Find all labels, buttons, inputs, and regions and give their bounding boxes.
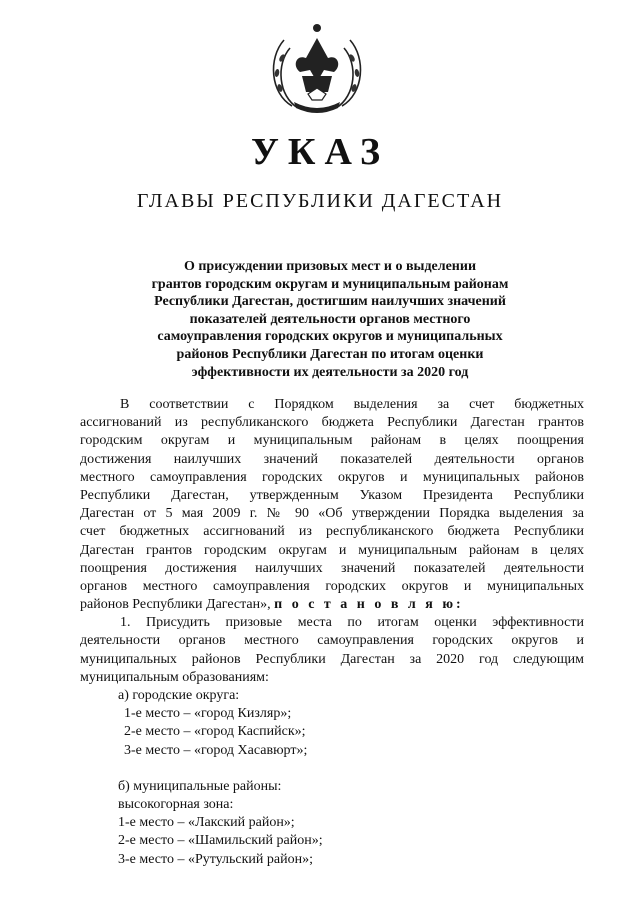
preamble-line: достижения наилучших значений показателей деятельности органов [80,451,584,467]
heading-line: самоуправления городских округов и муниципальных [157,329,503,345]
heading-line: грантов городским округам и муниципальным районам [151,276,509,292]
heading-line: О присуждении призовых мест и о выделении [183,259,477,274]
coat-of-arms-icon [262,18,372,128]
heading-line: эффективности их деятельности за 2020 год [191,364,469,380]
preamble-line: местного самоуправления городских округов и муниципальных районов [80,469,584,485]
urban-place: 3-е место – «город Хасавюрт»; [124,742,308,758]
heading-line: районов Республики Дагестан по итогам оценки [176,346,484,362]
zone-place: 2-е место – «Шамильский район»; [118,833,323,849]
item1-line: муниципальным образованиям: [80,669,269,685]
document-subtitle: ГЛАВЫ РЕСПУБЛИКИ ДАГЕСТАН [136,190,504,212]
preamble-line: районов Республики Дагестан», [80,597,271,613]
decree-word: п о с т а н о в л я ю: [274,597,464,613]
urban-place: 1-е место – «город Кизляр»; [124,706,292,722]
decree-heading [80,258,580,381]
preamble-line: Республики Дагестан, утвержденным Указом Президента Республики [80,487,584,503]
decree-body [80,396,584,869]
urban-heading: а) городские округа: [118,688,240,703]
item1-line: муниципальных районов Республики Дагестан за 2020 год следующим [80,651,584,667]
document-title: УКАЗ [251,131,389,173]
urban-place: 2-е место – «город Каспийск»; [124,724,306,740]
districts-heading: б) муниципальные районы: [118,778,282,794]
item1-line: 1. Присудить призовые места по итогам оценки эффективности [120,615,584,631]
zone-place: 1-е место – «Лакский район»; [118,815,295,831]
preamble-line: ассигнований из республиканского бюджета Республики Дагестан грантов [80,415,584,431]
preamble-final-line [80,596,584,614]
preamble-line: счет бюджетных ассигнований из республиканского бюджета Республики [80,524,584,540]
item1-line: деятельности органов местного самоуправления городских округов и [80,633,584,649]
preamble-line: органов местного самоуправления городских округов и муниципальных [80,578,584,594]
zone-place: 3-е место – «Рутульский район»; [118,851,314,867]
heading-line: показателей деятельности органов местного [189,311,471,327]
preamble-line: городским округам и муниципальным районам в целях поощрения [80,433,584,449]
preamble-line: Дагестан грантов городским округам и муниципальным районам в целях [80,542,584,558]
preamble-line: В соответствии с Порядком выделения за счет бюджетных [120,397,584,412]
heading-line: Республики Дагестан, достигшим наилучших значений [154,294,506,310]
preamble-line: Дагестан от 5 мая 2009 г. № 90 «Об утверждении Порядка выделения за [80,506,584,522]
zone-heading: высокогорная зона: [118,796,234,812]
preamble-line: поощрения достижения наилучших значений показателей деятельности [80,560,584,576]
